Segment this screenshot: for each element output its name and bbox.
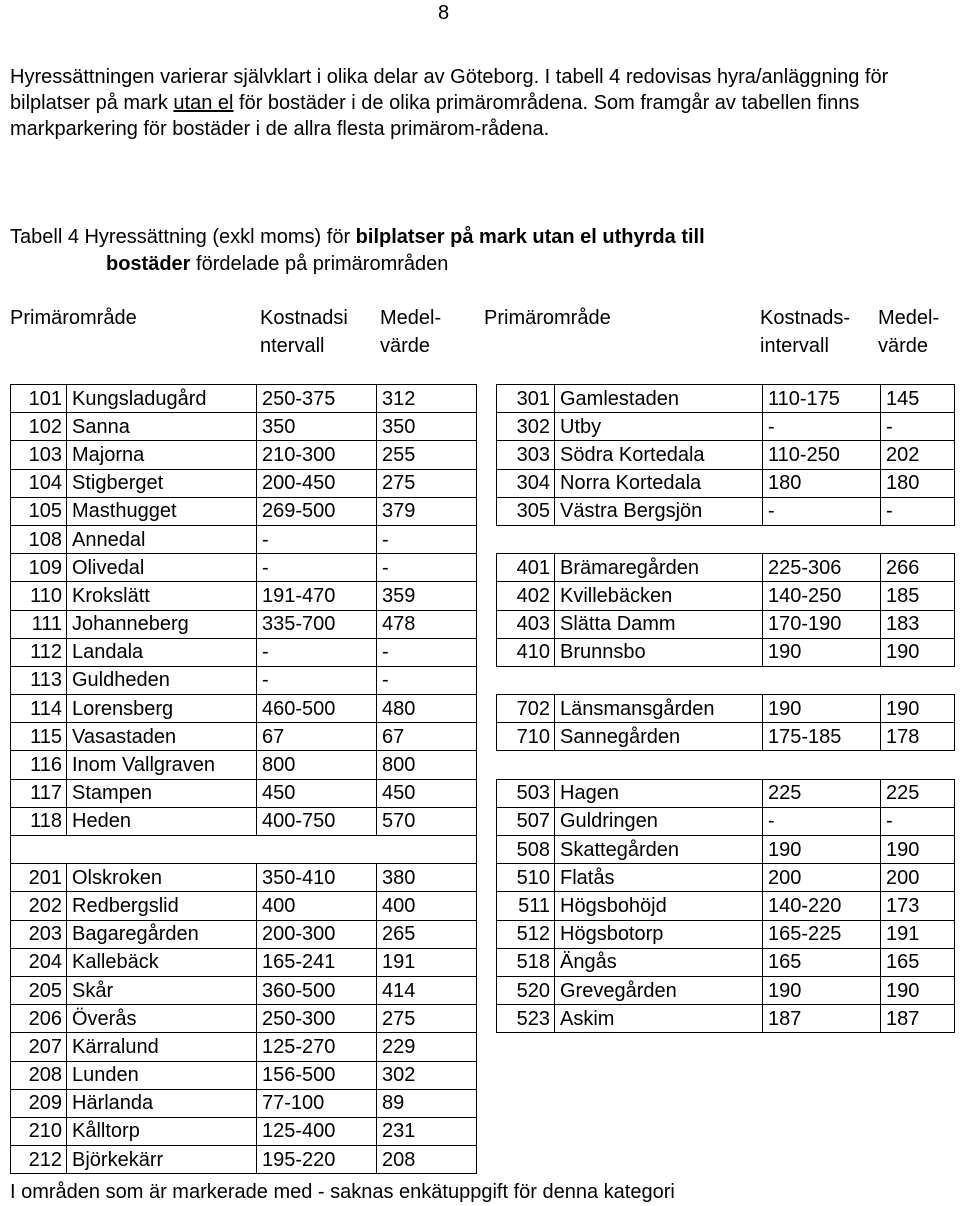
- left-mean-value: 478: [377, 610, 477, 638]
- left-cost-interval: [257, 836, 377, 864]
- table-row: [11, 1061, 955, 1089]
- right-mean-value: 190: [881, 638, 955, 666]
- right-area-number: 401: [497, 554, 555, 582]
- right-cost-interval: [763, 1117, 881, 1145]
- left-area-number: 116: [11, 751, 67, 779]
- right-mean-value: 200: [881, 864, 955, 892]
- left-area-name: Skår: [67, 976, 257, 1004]
- right-mean-value: 191: [881, 920, 955, 948]
- right-cost-interval: 165: [763, 948, 881, 976]
- right-area-name: Västra Bergsjön: [555, 497, 763, 525]
- left-mean-value: 208: [377, 1146, 477, 1174]
- left-mean-value: -: [377, 638, 477, 666]
- right-area-number: 302: [497, 413, 555, 441]
- column-gap: [477, 976, 497, 1004]
- column-gap: [477, 892, 497, 920]
- column-gap: [477, 1005, 497, 1033]
- column-gap: [477, 666, 497, 694]
- table-row: [11, 666, 955, 694]
- left-area-name: Stigberget: [67, 469, 257, 497]
- left-mean-value: 400: [377, 892, 477, 920]
- left-mean-value: -: [377, 666, 477, 694]
- left-area-name: Vasastaden: [67, 723, 257, 751]
- right-mean-value: [881, 1146, 955, 1174]
- right-cost-interval: 225-306: [763, 554, 881, 582]
- left-area-number: 205: [11, 976, 67, 1004]
- left-area-number: 207: [11, 1033, 67, 1061]
- right-area-name: Hagen: [555, 779, 763, 807]
- left-area-name: Inom Vallgraven: [67, 751, 257, 779]
- right-cost-interval: 190: [763, 638, 881, 666]
- right-area-name: [555, 1033, 763, 1061]
- column-gap: [477, 836, 497, 864]
- right-mean-value: [881, 525, 955, 553]
- left-cost-interval: 800: [257, 751, 377, 779]
- left-cost-interval: 200-300: [257, 920, 377, 948]
- left-cost-interval: 400-750: [257, 807, 377, 835]
- right-area-name: [555, 1146, 763, 1174]
- right-area-name: Gamlestaden: [555, 385, 763, 413]
- left-mean-value: 450: [377, 779, 477, 807]
- left-area-number: 210: [11, 1117, 67, 1145]
- left-area-number: 209: [11, 1089, 67, 1117]
- column-gap: [477, 751, 497, 779]
- right-area-name: [555, 1089, 763, 1117]
- right-cost-interval: [763, 1033, 881, 1061]
- right-mean-value: 180: [881, 469, 955, 497]
- right-mean-value: [881, 1117, 955, 1145]
- left-mean-value: 380: [377, 864, 477, 892]
- table-row: [11, 497, 955, 525]
- table-row: [11, 1089, 955, 1117]
- left-area-number: 114: [11, 695, 67, 723]
- right-area-number: [497, 525, 555, 553]
- right-area-number: 301: [497, 385, 555, 413]
- left-cost-interval: 67: [257, 723, 377, 751]
- left-area-number: 110: [11, 582, 67, 610]
- left-cost-interval: 350: [257, 413, 377, 441]
- left-cost-interval: 210-300: [257, 441, 377, 469]
- left-cost-interval: 250-300: [257, 1005, 377, 1033]
- column-gap: [477, 554, 497, 582]
- left-area-number: 109: [11, 554, 67, 582]
- left-area-number: 103: [11, 441, 67, 469]
- right-area-number: 510: [497, 864, 555, 892]
- right-area-number: 402: [497, 582, 555, 610]
- right-area-name: Norra Kortedala: [555, 469, 763, 497]
- column-gap: [477, 497, 497, 525]
- left-mean-value: 89: [377, 1089, 477, 1117]
- right-mean-value: [881, 666, 955, 694]
- right-area-number: 710: [497, 723, 555, 751]
- right-cost-interval: 180: [763, 469, 881, 497]
- left-cost-interval: -: [257, 638, 377, 666]
- left-cost-interval: 450: [257, 779, 377, 807]
- right-mean-value: 225: [881, 779, 955, 807]
- right-cost-interval: 200: [763, 864, 881, 892]
- right-area-number: [497, 751, 555, 779]
- right-cost-interval: [763, 1061, 881, 1089]
- right-area-number: 523: [497, 1005, 555, 1033]
- right-area-name: Kvillebäcken: [555, 582, 763, 610]
- right-area-number: [497, 1033, 555, 1061]
- table-row: [11, 920, 955, 948]
- column-gap: [477, 1117, 497, 1145]
- right-area-name: Sannegården: [555, 723, 763, 751]
- left-mean-value: 275: [377, 469, 477, 497]
- table-row: [11, 751, 955, 779]
- left-cost-interval: 460-500: [257, 695, 377, 723]
- column-gap: [477, 1061, 497, 1089]
- right-cost-interval: 190: [763, 976, 881, 1004]
- left-cost-interval: 360-500: [257, 976, 377, 1004]
- left-area-number: 115: [11, 723, 67, 751]
- column-gap: [477, 723, 497, 751]
- left-cost-interval: 125-400: [257, 1117, 377, 1145]
- left-area-number: 202: [11, 892, 67, 920]
- left-cost-interval: 125-270: [257, 1033, 377, 1061]
- right-area-number: 305: [497, 497, 555, 525]
- table-row: [11, 976, 955, 1004]
- right-mean-value: 190: [881, 976, 955, 1004]
- right-area-name: [555, 751, 763, 779]
- right-mean-value: 183: [881, 610, 955, 638]
- left-area-name: Masthugget: [67, 497, 257, 525]
- left-area-number: 208: [11, 1061, 67, 1089]
- column-gap: [477, 469, 497, 497]
- table-row: [11, 779, 955, 807]
- left-mean-value: 414: [377, 976, 477, 1004]
- left-area-name: Kålltorp: [67, 1117, 257, 1145]
- right-area-name: Utby: [555, 413, 763, 441]
- underlined-text: utan el: [173, 92, 234, 114]
- table-row: [11, 723, 955, 751]
- right-area-number: 511: [497, 892, 555, 920]
- left-cost-interval: -: [257, 666, 377, 694]
- table-row: [11, 413, 955, 441]
- right-area-number: [497, 1089, 555, 1117]
- left-mean-value: [377, 836, 477, 864]
- right-area-name: Skattegården: [555, 836, 763, 864]
- right-mean-value: -: [881, 497, 955, 525]
- left-cost-interval: 156-500: [257, 1061, 377, 1089]
- table-row: [11, 582, 955, 610]
- table-row: [11, 610, 955, 638]
- column-gap: [477, 385, 497, 413]
- right-cost-interval: [763, 525, 881, 553]
- right-area-name: Grevegården: [555, 976, 763, 1004]
- right-mean-value: 202: [881, 441, 955, 469]
- left-mean-value: -: [377, 554, 477, 582]
- column-gap: [477, 525, 497, 553]
- column-gap: [477, 610, 497, 638]
- left-area-number: 104: [11, 469, 67, 497]
- left-mean-value: 255: [377, 441, 477, 469]
- table-row: [11, 638, 955, 666]
- left-area-number: 206: [11, 1005, 67, 1033]
- column-gap: [477, 1146, 497, 1174]
- left-mean-value: 350: [377, 413, 477, 441]
- left-area-number: 117: [11, 779, 67, 807]
- left-area-number: 203: [11, 920, 67, 948]
- table-row: [11, 385, 955, 413]
- left-area-number: 204: [11, 948, 67, 976]
- left-area-name: Landala: [67, 638, 257, 666]
- left-area-name: Bagaregården: [67, 920, 257, 948]
- right-cost-interval: 187: [763, 1005, 881, 1033]
- left-mean-value: 570: [377, 807, 477, 835]
- right-area-name: Länsmansgården: [555, 695, 763, 723]
- column-gap: [477, 864, 497, 892]
- right-mean-value: [881, 1089, 955, 1117]
- right-area-number: 702: [497, 695, 555, 723]
- right-area-number: 507: [497, 807, 555, 835]
- left-cost-interval: 195-220: [257, 1146, 377, 1174]
- right-area-name: [555, 666, 763, 694]
- left-area-number: 105: [11, 497, 67, 525]
- right-cost-interval: 175-185: [763, 723, 881, 751]
- left-cost-interval: 335-700: [257, 610, 377, 638]
- table-row: [11, 864, 955, 892]
- left-area-name: Majorna: [67, 441, 257, 469]
- right-area-number: 508: [497, 836, 555, 864]
- left-mean-value: 359: [377, 582, 477, 610]
- table-caption: Tabell 4 Hyressättning (exkl moms) för bilplatser på mark utan el uthyrda till bostäder fördelade på primärområden: [10, 226, 705, 275]
- right-area-name: Högsbohöjd: [555, 892, 763, 920]
- column-gap: [477, 441, 497, 469]
- left-area-name: Johanneberg: [67, 610, 257, 638]
- right-area-name: Guldringen: [555, 807, 763, 835]
- left-mean-value: 67: [377, 723, 477, 751]
- intro-paragraph: Hyressättningen varierar självklart i olika delar av Göteborg. I tabell 4 redovisas hyra/anläggning för bilplatser på mark utan el för bostäder i de olika primärområdena. Som framgår av tabellen finns markparkering för bostäder i de allra flesta primärom-rådena.: [10, 66, 889, 140]
- left-area-name: Lunden: [67, 1061, 257, 1089]
- left-area-number: 108: [11, 525, 67, 553]
- right-mean-value: 190: [881, 695, 955, 723]
- column-gap: [477, 638, 497, 666]
- right-cost-interval: 170-190: [763, 610, 881, 638]
- left-area-number: 102: [11, 413, 67, 441]
- right-area-name: [555, 525, 763, 553]
- right-mean-value: -: [881, 807, 955, 835]
- column-gap: [477, 1033, 497, 1061]
- column-gap: [477, 920, 497, 948]
- right-area-name: [555, 1061, 763, 1089]
- left-area-name: Olskroken: [67, 864, 257, 892]
- right-area-name: Brunnsbo: [555, 638, 763, 666]
- column-gap: [477, 948, 497, 976]
- left-mean-value: 231: [377, 1117, 477, 1145]
- right-area-name: [555, 1117, 763, 1145]
- left-area-name: Annedal: [67, 525, 257, 553]
- left-area-name: Redbergslid: [67, 892, 257, 920]
- left-area-name: Guldheden: [67, 666, 257, 694]
- left-cost-interval: -: [257, 554, 377, 582]
- right-cost-interval: 140-220: [763, 892, 881, 920]
- right-area-name: Ängås: [555, 948, 763, 976]
- left-mean-value: 275: [377, 1005, 477, 1033]
- right-mean-value: 145: [881, 385, 955, 413]
- table-row: [11, 1146, 955, 1174]
- right-mean-value: 173: [881, 892, 955, 920]
- left-cost-interval: 269-500: [257, 497, 377, 525]
- right-area-number: [497, 1061, 555, 1089]
- right-cost-interval: [763, 1146, 881, 1174]
- table-row: [11, 948, 955, 976]
- left-area-number: 111: [11, 610, 67, 638]
- right-cost-interval: 110-175: [763, 385, 881, 413]
- header-left-mean: Medel- värde: [380, 307, 442, 357]
- column-gap: [477, 779, 497, 807]
- header-left-area: Primärområde: [10, 307, 137, 329]
- column-gap: [477, 807, 497, 835]
- right-cost-interval: [763, 666, 881, 694]
- right-cost-interval: -: [763, 497, 881, 525]
- right-area-number: 303: [497, 441, 555, 469]
- table-row: [11, 525, 955, 553]
- left-mean-value: 302: [377, 1061, 477, 1089]
- left-cost-interval: 191-470: [257, 582, 377, 610]
- table-row: [11, 807, 955, 835]
- right-area-name: Flatås: [555, 864, 763, 892]
- left-area-name: Heden: [67, 807, 257, 835]
- left-area-name: Stampen: [67, 779, 257, 807]
- right-cost-interval: 190: [763, 836, 881, 864]
- left-area-number: 212: [11, 1146, 67, 1174]
- right-cost-interval: 190: [763, 695, 881, 723]
- left-mean-value: 229: [377, 1033, 477, 1061]
- left-area-name: Härlanda: [67, 1089, 257, 1117]
- left-cost-interval: 77-100: [257, 1089, 377, 1117]
- table-row: [11, 1033, 955, 1061]
- right-area-number: [497, 1117, 555, 1145]
- left-area-name: Kungsladugård: [67, 385, 257, 413]
- left-mean-value: -: [377, 525, 477, 553]
- right-mean-value: 187: [881, 1005, 955, 1033]
- table-row: [11, 554, 955, 582]
- left-area-name: Kallebäck: [67, 948, 257, 976]
- right-area-number: 512: [497, 920, 555, 948]
- table-row: [11, 836, 955, 864]
- header-left-interval: Kostnadsi ntervall: [260, 307, 348, 357]
- left-mean-value: 480: [377, 695, 477, 723]
- table-row: [11, 892, 955, 920]
- right-area-number: 520: [497, 976, 555, 1004]
- right-area-number: 518: [497, 948, 555, 976]
- rent-table: [10, 384, 955, 1174]
- right-area-name: Askim: [555, 1005, 763, 1033]
- table-row: [11, 441, 955, 469]
- right-area-name: Slätta Damm: [555, 610, 763, 638]
- right-cost-interval: 225: [763, 779, 881, 807]
- footnote: I områden som är markerade med - saknas enkätuppgift för denna kategori: [10, 1181, 675, 1203]
- right-mean-value: 178: [881, 723, 955, 751]
- right-mean-value: [881, 1061, 955, 1089]
- table-row: [11, 469, 955, 497]
- left-area-number: 112: [11, 638, 67, 666]
- column-gap: [477, 413, 497, 441]
- table-row: [11, 695, 955, 723]
- left-area-number: 118: [11, 807, 67, 835]
- right-area-number: 403: [497, 610, 555, 638]
- header-right-interval: Kostnads- intervall: [760, 307, 851, 357]
- right-area-name: Brämaregården: [555, 554, 763, 582]
- left-area-number: 101: [11, 385, 67, 413]
- table-row: [11, 1005, 955, 1033]
- right-area-number: 304: [497, 469, 555, 497]
- left-mean-value: 312: [377, 385, 477, 413]
- right-area-number: 503: [497, 779, 555, 807]
- left-area-name: Olivedal: [67, 554, 257, 582]
- right-area-number: [497, 666, 555, 694]
- left-cost-interval: 165-241: [257, 948, 377, 976]
- right-mean-value: [881, 751, 955, 779]
- right-area-number: [497, 1146, 555, 1174]
- right-mean-value: 165: [881, 948, 955, 976]
- left-cost-interval: 200-450: [257, 469, 377, 497]
- right-area-name: Högsbotorp: [555, 920, 763, 948]
- right-area-name: Södra Kortedala: [555, 441, 763, 469]
- left-cost-interval: 400: [257, 892, 377, 920]
- right-cost-interval: 140-250: [763, 582, 881, 610]
- left-cost-interval: 250-375: [257, 385, 377, 413]
- page-number: 8: [438, 2, 450, 24]
- column-gap: [477, 1089, 497, 1117]
- right-cost-interval: [763, 751, 881, 779]
- right-mean-value: 185: [881, 582, 955, 610]
- left-area-name: Lorensberg: [67, 695, 257, 723]
- table-row: [11, 1117, 955, 1145]
- left-area-number: [11, 836, 67, 864]
- column-gap: [477, 695, 497, 723]
- left-cost-interval: 350-410: [257, 864, 377, 892]
- left-cost-interval: -: [257, 525, 377, 553]
- left-area-name: Sanna: [67, 413, 257, 441]
- left-area-number: 201: [11, 864, 67, 892]
- left-mean-value: 265: [377, 920, 477, 948]
- right-cost-interval: 110-250: [763, 441, 881, 469]
- right-cost-interval: -: [763, 807, 881, 835]
- header-right-mean: Medel- värde: [878, 307, 940, 357]
- left-area-name: Överås: [67, 1005, 257, 1033]
- header-right-area: Primärområde: [484, 307, 611, 329]
- left-mean-value: 379: [377, 497, 477, 525]
- right-cost-interval: -: [763, 413, 881, 441]
- right-mean-value: 190: [881, 836, 955, 864]
- right-mean-value: 266: [881, 554, 955, 582]
- left-area-name: Kärralund: [67, 1033, 257, 1061]
- left-mean-value: 191: [377, 948, 477, 976]
- left-area-name: Krokslätt: [67, 582, 257, 610]
- right-mean-value: [881, 1033, 955, 1061]
- left-area-name: [67, 836, 257, 864]
- left-mean-value: 800: [377, 751, 477, 779]
- right-mean-value: -: [881, 413, 955, 441]
- column-gap: [477, 582, 497, 610]
- right-cost-interval: [763, 1089, 881, 1117]
- right-area-number: 410: [497, 638, 555, 666]
- left-area-number: 113: [11, 666, 67, 694]
- left-area-name: Björkekärr: [67, 1146, 257, 1174]
- right-cost-interval: 165-225: [763, 920, 881, 948]
